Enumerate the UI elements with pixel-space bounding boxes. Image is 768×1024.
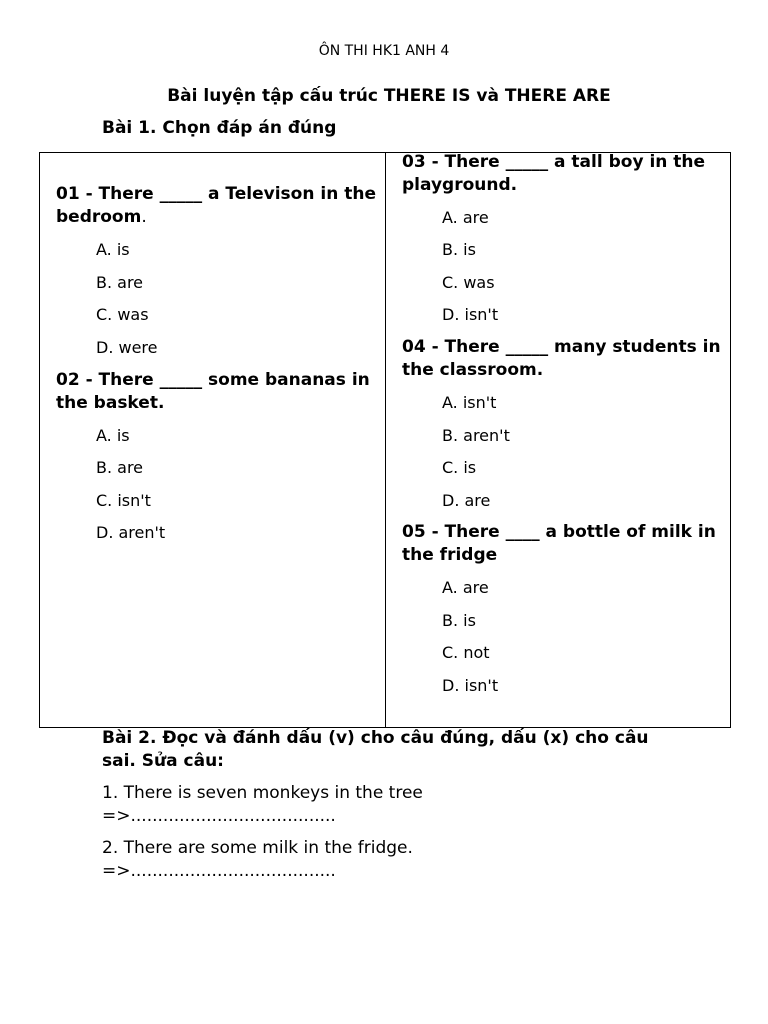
document-header: ÔN THI HK1 ANH 4 xyxy=(318,43,450,59)
table-column-divider xyxy=(385,152,386,728)
question-05-option-a: A. are xyxy=(442,578,489,597)
question-01-period: . xyxy=(141,207,147,227)
question-01-option-b: B. are xyxy=(96,273,144,292)
question-03-option-a: A. are xyxy=(442,208,489,227)
exercise2-item-2-answer: =>...................................... xyxy=(102,861,336,881)
question-05-option-c: C. not xyxy=(442,643,490,662)
question-03-option-b: B. is xyxy=(442,240,476,259)
question-02-option-b: B. are xyxy=(96,458,144,477)
exercise2-item-1-sentence: 1. There is seven monkeys in the tree xyxy=(102,783,423,803)
document-title: Bài luyện tập cấu trúc THERE IS và THERE ARE xyxy=(167,86,611,106)
question-03-option-d: D. isn't xyxy=(442,305,499,324)
question-03-option-c: C. was xyxy=(442,273,495,292)
question-05-option-b: B. is xyxy=(442,611,476,630)
question-02-option-c: C. isn't xyxy=(96,491,151,510)
question-04-option-a: A. isn't xyxy=(442,393,497,412)
question-01-option-c: C. was xyxy=(96,305,149,324)
exercise2-item-1-answer: =>...................................... xyxy=(102,806,336,826)
question-01-option-d: D. were xyxy=(96,338,158,357)
question-03-text: 03 - There _____ a tall boy in the playground. xyxy=(402,152,706,195)
question-01-text: 01 - There _____ a Televison in the bedroom xyxy=(56,184,376,227)
question-04-text: 04 - There _____ many students in the classroom. xyxy=(402,337,721,380)
question-05-option-d: D. isn't xyxy=(442,676,499,695)
question-02-text: 02 - There _____ some bananas in the basket. xyxy=(56,370,370,413)
question-01-option-a: A. is xyxy=(96,240,130,259)
exercise2-title: Bài 2. Đọc và đánh dấu (v) cho câu đúng, dấu (x) cho câu sai. Sửa câu: xyxy=(102,728,649,771)
question-04-option-d: D. are xyxy=(442,491,491,510)
question-02-option-a: A. is xyxy=(96,426,130,445)
question-04-option-c: C. is xyxy=(442,458,477,477)
exercise2-item-2-sentence: 2. There are some milk in the fridge. xyxy=(102,838,413,858)
exercise1-title: Bài 1. Chọn đáp án đúng xyxy=(102,118,337,138)
question-05-text: 05 - There ____ a bottle of milk in the fridge xyxy=(402,522,716,565)
question-01 xyxy=(56,183,376,229)
question-02-option-d: D. aren't xyxy=(96,523,166,542)
question-04-option-b: B. aren't xyxy=(442,426,510,445)
